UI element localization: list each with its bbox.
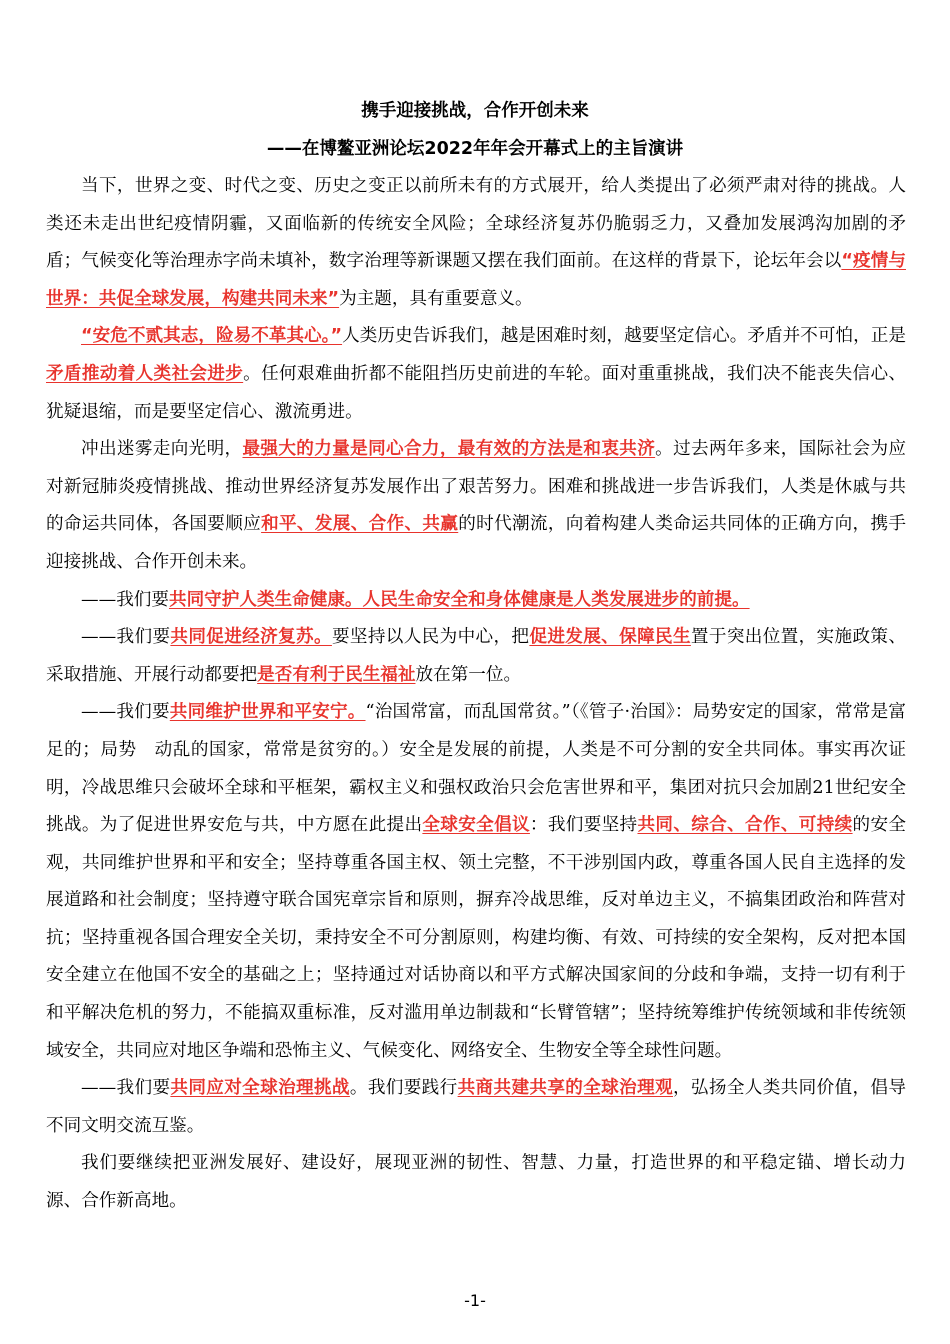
page-number: -1- xyxy=(464,1291,486,1310)
paragraph-text: 冲出迷雾走向光明， xyxy=(81,439,243,460)
document-body xyxy=(46,168,906,1221)
paragraph-text: “治国常富，而乱国常贫。”（《管子·治国》：局势安定的国家，常常是富足的；局势 动乱的国家，常常是贫穷的。）安全是发展的前提，人类是不可分割的安全共同体。事实再次证明，冷战思维只会破坏全球和平框架，霸权主义和强权政治只会危害世界和平，集团对抗只会加剧21世纪安全挑战。为了促进世界安危与共，中方愿在此提出 xyxy=(46,702,906,836)
highlight-forum-theme: “疫情与世界：共促全球发展，构建共同未来” xyxy=(46,251,906,309)
paragraph-text: 。任何艰难曲折都不能阻挡历史前进的车轮。面对重重挑战，我们决不能丧失信心、犹疑退缩，而是要坚定信心、激流勇进。 xyxy=(46,363,906,422)
paragraph-text: 要坚持以人民为中心，把 xyxy=(331,627,530,648)
highlight-livelihood: 促进发展、保障民生 xyxy=(529,627,691,648)
highlight-governance: 共同应对全球治理挑战 xyxy=(170,1078,350,1099)
page-title: 携手迎接挑战，合作开创未来 xyxy=(361,101,589,121)
paragraph-1 xyxy=(46,168,906,318)
highlight-quote: “安危不贰其志，险易不革其心。” xyxy=(81,326,343,347)
paragraph-lead: ——我们要 xyxy=(81,627,171,648)
paragraph-text: 。过去两年多来，国际社会为应对新冠肺炎疫情挑战、推动世界经济复苏发展作出了艰苦努力。困难和挑战进一步告诉我们，人类是休戚与共的命运共同体，各国要顺应 xyxy=(46,439,906,535)
paragraph-text: ：我们要坚持 xyxy=(529,815,638,836)
paragraph-lead: ——我们要 xyxy=(81,702,170,723)
highlight-global-security-initiative: 全球安全倡议 xyxy=(422,815,530,836)
paragraph-text: 的时代潮流，向着构建人类命运共同体的正确方向，携手迎接挑战、合作开创未来。 xyxy=(46,514,906,572)
paragraph-lead: ——我们要 xyxy=(81,1078,171,1099)
highlight-strength: 最强大的力量是同心合力，最有效的方法是和衷共济 xyxy=(242,439,656,460)
paragraph-text: 的安全观，共同维护世界和平和安全；坚持尊重各国主权、领土完整，不干涉别国内政，尊重各国人民自主选择的发展道路和社会制度；坚持遵守联合国宪章宗旨和原则，摒弃冷战思维，反对单边主义，不搞集团政治和阵营对抗；坚持重视各国合理安全关切，秉持安全不可分割原则，构建均衡、有效、可持续的安全架构，反对把本国安全建立在他国不安全的基础之上；坚持通过对话协商以和平方式解决国家间的分歧和争端，支持一切有利于和平解决危机的努力，不能搞双重标准，反对滥用单边制裁和“长臂管辖”；坚持统筹维护传统领域和非传统领域安全，共同应对地区争端和恐怖主义、气候变化、网络安全、生物安全等全球性问题。 xyxy=(46,815,906,1061)
paragraph-6 xyxy=(46,694,906,1070)
paragraph-3 xyxy=(46,431,906,581)
paragraph-text: ，弘扬全人类共同价值，倡导不同文明交流互鉴。 xyxy=(46,1078,906,1136)
paragraph-8 xyxy=(46,1145,906,1220)
paragraph-text: 当下，世界之变、时代之变、历史之变正以前所未有的方式展开，给人类提出了必须严肃对待的挑战。人类还未走出世纪疫情阴霾，又面临新的传统安全风险；全球经济复苏仍脆弱乏力，又叠加发展鸿沟加剧的矛盾；气候变化等治理赤字尚未填补，数字治理等新课题又摆在我们面前。在这样的背景下，论坛年会以 xyxy=(46,176,906,272)
paragraph-text: 人类历史告诉我们，越是困难时刻，越要坚定信心。矛盾并不可怕，正是 xyxy=(342,326,906,347)
highlight-security: 共同维护世界和平安宁。 xyxy=(169,702,366,723)
paragraph-5 xyxy=(46,619,906,694)
paragraph-text: 放在第一位。 xyxy=(415,664,522,685)
highlight-economy: 共同促进经济复苏。 xyxy=(170,627,332,648)
highlight-welfare: 是否有利于民生福祉 xyxy=(257,664,416,685)
paragraph-text: 为主题，具有重要意义。 xyxy=(339,288,533,309)
paragraph-2 xyxy=(46,318,906,431)
highlight-peace-development: 和平、发展、合作、共赢 xyxy=(261,514,459,535)
paragraph-lead: ——我们要 xyxy=(81,589,169,610)
paragraph-4 xyxy=(46,582,906,620)
highlight-governance-view: 共商共建共享的全球治理观 xyxy=(457,1078,673,1099)
page-subtitle: ——在博鳌亚洲论坛2022年年会开幕式上的主旨演讲 xyxy=(266,139,684,159)
highlight-contradiction: 矛盾推动着人类社会进步 xyxy=(46,363,244,384)
paragraph-text: 我们要继续把亚洲发展好、建设好，展现亚洲的韧性、智慧、力量，打造世界的和平稳定锚、增长动力源、合作新高地。 xyxy=(46,1153,906,1212)
paragraph-text: 。我们要践行 xyxy=(349,1078,458,1099)
highlight-security-concept: 共同、综合、合作、可持续 xyxy=(637,815,853,836)
paragraph-text: 置于突出位置，实施政策、采取措施、开展行动都要把 xyxy=(46,627,906,685)
highlight-health: 共同守护人类生命健康。人民生命安全和身体健康是人类发展进步的前提。 xyxy=(168,589,750,610)
paragraph-7 xyxy=(46,1070,906,1145)
